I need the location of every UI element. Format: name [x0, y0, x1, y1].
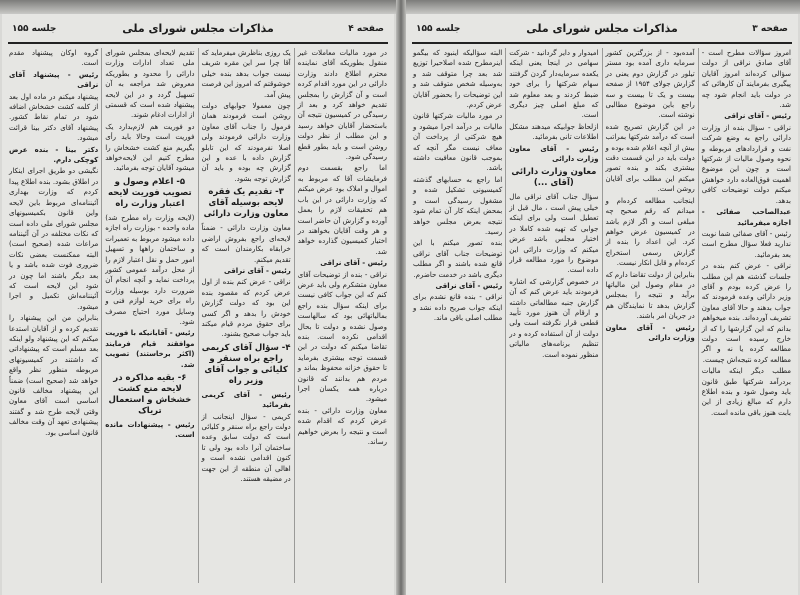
speaker-line: رئیس - آقای معاون وزارت دارائی: [509, 144, 599, 164]
speaker-line: رئیس - آقای نراقی: [724, 112, 791, 121]
speaker-line: دکتر بینا - بنده عرض کوچکی دارم.: [9, 145, 99, 165]
paragraph: نراقی - بنده از توضیحات آقای معاون متشکرم ولی باید عرض کنم که این جواب کافی نیست برای اینکه سؤال بنده راجع بمالیاتهائی بود که سالهاست وصول نشده و دولت تا بحال اقدامی نکرده است. بنده تقاضا میکنم که دولت در این قسمت توجه بیشتری بفرماید تا حقوق خزانه محفوظ بماند و مردم هم بدانند که قانون درباره همه یکسان اجرا میشود.: [297, 270, 387, 404]
page-number: صفحه ۴: [348, 24, 384, 34]
speaker-line: رئیس - آقای معاون وزارت دارائی: [605, 323, 695, 342]
page-header: [8, 20, 388, 44]
paragraph: نراقی - عرض کنم بنده در جلسات گذشته هم این مطلب را عرض کرده بودم و آقای وزیر دارائی وعده فرمودند که جواب بدهند و حالا آقای معاون تشریف آورده‌اند. بنده میخواهم بدانم که این گزارشها را که از خارج رسیده است دولت مطالعه کرده یا نه و اگر مطالعه کرده نتیجه‌اش چیست.: [701, 262, 791, 364]
speaker-line: رئیس - پیشنهاد آقای نراقی: [9, 70, 99, 90]
paragraph: بنده تصور میکنم با این توضیحات جناب آقای نراقی قانع شده باشند و اگر مطلب دیگری باشد در خدمت حاضرم.: [413, 239, 503, 279]
section-heading: ۴- سؤال آقای کریمی راجع براه سنقر و کلیائی و جواب آقای وزیر راه: [201, 342, 291, 386]
speaker-line: رئیس - آقای نراقی: [320, 259, 387, 268]
paragraph: در مورد مالیات معاملات غیر منقول بطوریکه آقای نماینده محترم اطلاع دادند وزارت دارائی در این مورد اقدام کرده است و آن گزارش را بمجلس تقدیم خواهد کرد و بعد از رسیدگی در کمیسیون نتیجه آن باستحضار آقایان خواهد رسید و این مطلب از نظر دولت روشن است و باید بطور قطع رسیدگی شود.: [297, 49, 387, 162]
page-number: صفحه ۳: [752, 24, 788, 34]
paragraph: در مورد مالیات شرکتها قانون مالیات بر درآمد اجرا میشود و هیچ شرکتی از پرداخت آن معاف نیست مگر آنچه که بموجب قانون معافیت داشته باشد.: [413, 112, 503, 173]
paragraph: تقدیم لایحه‌ای بمجلس شورای ملی تعداد ادارات وزارت دارائی را محدود و بطوریکه معروض شد مراجعه به آن تسهیل گردد و در این لایحه پیشنهاد شده است که قسمتی از ادارات ادغام شوند.: [105, 49, 195, 120]
paragraph: نگیشی دو طریق اجرای اینکار در اطلاق بشود. بنده اطلاع پیدا کردم که وزارت بهداری آئیننامه‌ای مربوط باین لایحه واین قانون بکمیسیونهای مجلس شورای ملی داده است که نکات مختلفه در آن آئیننامه مراعات شده (صحیح است) البته ممکنست بعضی نکات ضروری فوت شده باشد و یا بعد دیگر باشند اما چون در شود این لایحه است که آئیننامه‌اش تکمیل و اجرا میشود.: [9, 167, 99, 311]
page-title: مذاکرات مجلس شورای ملی: [122, 22, 274, 35]
paragraph: رئیس - آقای صفائی شما نوبت ندارید فعلا سؤال مطرح است بعد بفرمائید.: [701, 229, 791, 259]
paragraph: بنابراین از دولت تقاضا دارم که در مقام وصول این مالیاتها برآید و نتیجه را بمجلس گزارش بدهد تا نمایندگان هم در جریان امر باشند.: [605, 270, 695, 321]
session-number: جلسه ۱۵۵: [416, 24, 461, 34]
text-column: [410, 48, 505, 583]
speaker-line: رئیس - آقایانیکه با فوریت موافقند قیام فرمایند (اکثر برخاستند) تصویب شد.: [105, 329, 195, 369]
paragraph: بنابراین من این پیشنهاد را تقدیم کرده و از آقایان استدعا میکنم که این پیشنهاد ولو اینکه بعد مسلم است که پیشنهاداتی که داشتند در کمیسیونهای مربوطه منظور نظر واقع خواهد شد (صحیح است) ضمناً این پیشنهاد مخالف قانون اساسی است آقای معاون وقتی لایحه طرح شد و گفتند پیشنهادی تعهد آن وقت مخالف قانون اساسی بود.: [9, 314, 99, 437]
paragraph: نراقی - بنده قانع نشدم برای اینکه جواب صریح داده نشد و مطلب اصلی باقی ماند.: [413, 293, 503, 323]
paragraph: معاون وزارت دارائی - ضمناً لایحه‌ای راجع بفروش اراضی خرابقاه بکارمندان است که تقدیم میکنم.: [201, 224, 291, 264]
text-columns: [410, 48, 794, 583]
text-column: [294, 48, 390, 583]
section-heading: معاون وزارت دارائی (آقای ...): [511, 167, 597, 189]
text-columns: [6, 48, 390, 583]
newspaper-page-left: [2, 14, 394, 595]
paragraph: دو فوریت هم لازم‌بدارد یک فوریت است وحالا باید رأی بگیریم منع کشت خشخاش را مطرح کنیم این لایحه‌خواهد میشود آقایان توجه بفرمائید.: [105, 122, 195, 173]
paragraph: آمده‌بود - از بزرگترین کشور سرمایه داری آمده بود مستر تیلور در گزارش دوم یعنی در گزارش جولای ۱۹۵۴ از صفحه بیست و یک تا بیست و سه راجع باین موضوع مطالبی نوشته است.: [605, 49, 695, 120]
speaker-line: رئیس - پیشنهادات مانده است.: [105, 420, 195, 440]
page-gutter: [396, 0, 406, 595]
paragraph: پیشنهاد میکنم در ماده اول بعد از کلمه کشت خشخاش اضافه شود در تمام نقاط کشور. پیشنهاد آقای دکتر بینا قرائت میشود.: [9, 92, 99, 143]
paragraph: امروز سؤالات مطرح است - آقای صادق نراقی از دولت سؤالی کرده‌اند امروز آقایان پیگیری بفرمایند آن کارهائی که در دولت باید انجام شود چه شد.: [701, 49, 791, 110]
paragraph: در این گزارش تصریح شده است که درآمد شرکتها بمراتب بیش از آنچه اعلام شده بوده و دولت باید در این قسمت دقت بیشتری بکند و بنده تصور میکنم این مطلب برای آقایان روشن است.: [605, 122, 695, 194]
text-column: [101, 48, 197, 583]
paragraph: نراقی - سؤال بنده از وزارت دارائی راجع به وضع شرکت نفت و قراردادهای مربوطه و نحوه وصول مالیات از شرکتها است و چون این موضوع اهمیت فوق‌العاده دارد خواهش میکنم دولت توضیحات کافی بدهد.: [701, 123, 791, 205]
section-heading: ۵- اعلام وصول و تصویب فوریت لایحه اعتبار وزارت راه: [107, 176, 192, 209]
paragraph: نراقی - عرض کنم بنده از اول عرض کردم که مقصود بنده این بود که دولت گزارش خودش را بدهد و اگر کسی برای حقوق مردم قیام میکند باید جواب صحیح بشنود.: [201, 278, 291, 339]
text-column: [198, 48, 294, 583]
paragraph: (لایحه وزارت راه مطرح شد) ماده واحده - بوزارت راه اجازه داده میشود مربوط به تعمیرات و ساختمان راهها و تسهیل امور حمل و نقل اعتبار لازم را از محل درآمد عمومی کشور پرداخت نماید و آنچه انجام آن ضرورت دارد بوسیله وزارت راه برای خرید لوازم فنی و وسایل مورد احتیاج مصرف شود.: [105, 213, 195, 326]
speaker-line: عبدالصاحب صفائی - اجازه میفرمائید: [701, 208, 791, 227]
text-column: [698, 48, 794, 583]
speaker-line: رئیس - آقای کریمی بفرمائید: [201, 390, 291, 410]
paragraph: کریمی - سؤال اینجانب از دولت راجع براه سنقر و کلیائی است که دولت سابق وعده ساختمان آنرا داده بود ولی تا کنون اقدامی نشده است و اهالی آن منطقه از این جهت در مضیقه هستند.: [201, 412, 291, 483]
paragraph: امیدوار و دایر گردانید - شرکت سهامی در اینجا یعنی اینکه یکعده سرمایه‌دار گردن گرفتند سهام شرکتها را برای خود ضبط کردند و بعد معلوم شد که مبلغ اصلی چیز دیگری است.: [509, 49, 599, 120]
paragraph: اما راجع بقسمت دوم فرمایشات آقا که مربوط به اموال و املاک بود عرض میکنم که وزارت دارائی در این باب هم تحقیقات لازم را بعمل آورده و گزارش آن حاضر است و هر وقت آقایان بخواهند در اختیار کمیسیون گذارده خواهد شد.: [297, 164, 387, 256]
paragraph: اما راجع به حسابهای گذشته کمیسیونی تشکیل شده و مشغول رسیدگی است و بمحض اینکه کار آن تمام شود نتیجه بعرض مجلس خواهد رسید.: [413, 175, 503, 236]
paragraph: مطلب دیگر اینکه مالیات بردرآمد شرکتها طبق قانون باید وصول شود و بنده اطلاع دارم که مبالغ زیادی از این بابت هنوز باقی مانده است.: [701, 367, 791, 417]
text-column: [505, 48, 601, 583]
paragraph: سؤال جناب آقای نراقی مال خیلی پیش است ، مال قبل از تعطیل است ولی برای اینکه جوابی که تهیه شده کاملا در اختیار مجلس باشد عرض میکنم که وزارت دارائی این موضوع را مورد مطالعه قرار داده است.: [509, 193, 599, 275]
page-header: [412, 20, 792, 44]
speaker-line: رئیس - آقای نراقی: [435, 281, 503, 290]
section-heading: ۶- بقیه مذاکره در لایحه منع کشت خشخاش و استعمال تریاک: [108, 372, 192, 416]
paragraph: اینجانب مطالعه کرده‌ام و میدانم که رقم صحیح چه مبلغی است و اگر لازم باشد در کمیسیون عرض خواهم کرد. این اعداد را بنده از گزارش رسمی استخراج کرده‌ام و قابل انکار نیست.: [605, 196, 695, 268]
text-column: [602, 48, 698, 583]
paragraph: معاون وزارت دارائی - بنده عرض کردم که اقدام شده است و نتیجه را بعرض خواهیم رساند.: [297, 406, 387, 447]
speaker-line: رئیس - آقای نراقی: [224, 266, 291, 275]
newspaper-page-right: [406, 14, 798, 595]
paragraph: در خصوص گزارشی که اشاره فرمودند باید عرض کنم که آن گزارش جنبه مطالعاتی داشته و ارقام آن هنوز مورد تأیید قطعی قرار نگرفته است ولی دولت از آن استفاده کرده و در تنظیم برنامه‌های مالیاتی منظور نموده است.: [509, 277, 599, 359]
paragraph: ازلحاظ جوابیکه میدهند مشکل اطلاعات تانی بفرمائید.: [509, 122, 599, 142]
section-heading: ۳- تقدیم یک فقره لایحه بوسیله آقای معاون وزارت دارائی: [203, 187, 289, 220]
page-title: مذاکرات مجلس شورای ملی: [526, 22, 678, 35]
paragraph: چون معمولا جوابهای دولت روشن است فرمودند همان فرمول را جناب آقای معاون وزارت دارائی فرمودند ولی اصلا نفرمودند که این تابلو گزارش داده با عده و این گزارش چه بوده و باید آن گزارش توجه بشود.: [201, 102, 291, 183]
paragraph: یک روزی بناظرش میفرماید که آقا چرا سر این مقره شریف نیست جواب بدهد بنده خیلی خوشوقتم که امروز این فرصت پیش آمد.: [201, 49, 291, 99]
paragraph: گروه اوکان پیشنهاد مقدم است.: [9, 49, 99, 68]
paragraph: البته سؤالیکه اینبود که بیگمو اینرمطرح شده اصلاحیرا توزیع شد بعد چرا متوقف شد و به‌وسیله شخص متوقف شد و این توضیحات را بحضور آقایان عرض کردم.: [413, 49, 503, 110]
session-number: جلسه ۱۵۵: [12, 24, 57, 34]
text-column: [6, 48, 101, 583]
